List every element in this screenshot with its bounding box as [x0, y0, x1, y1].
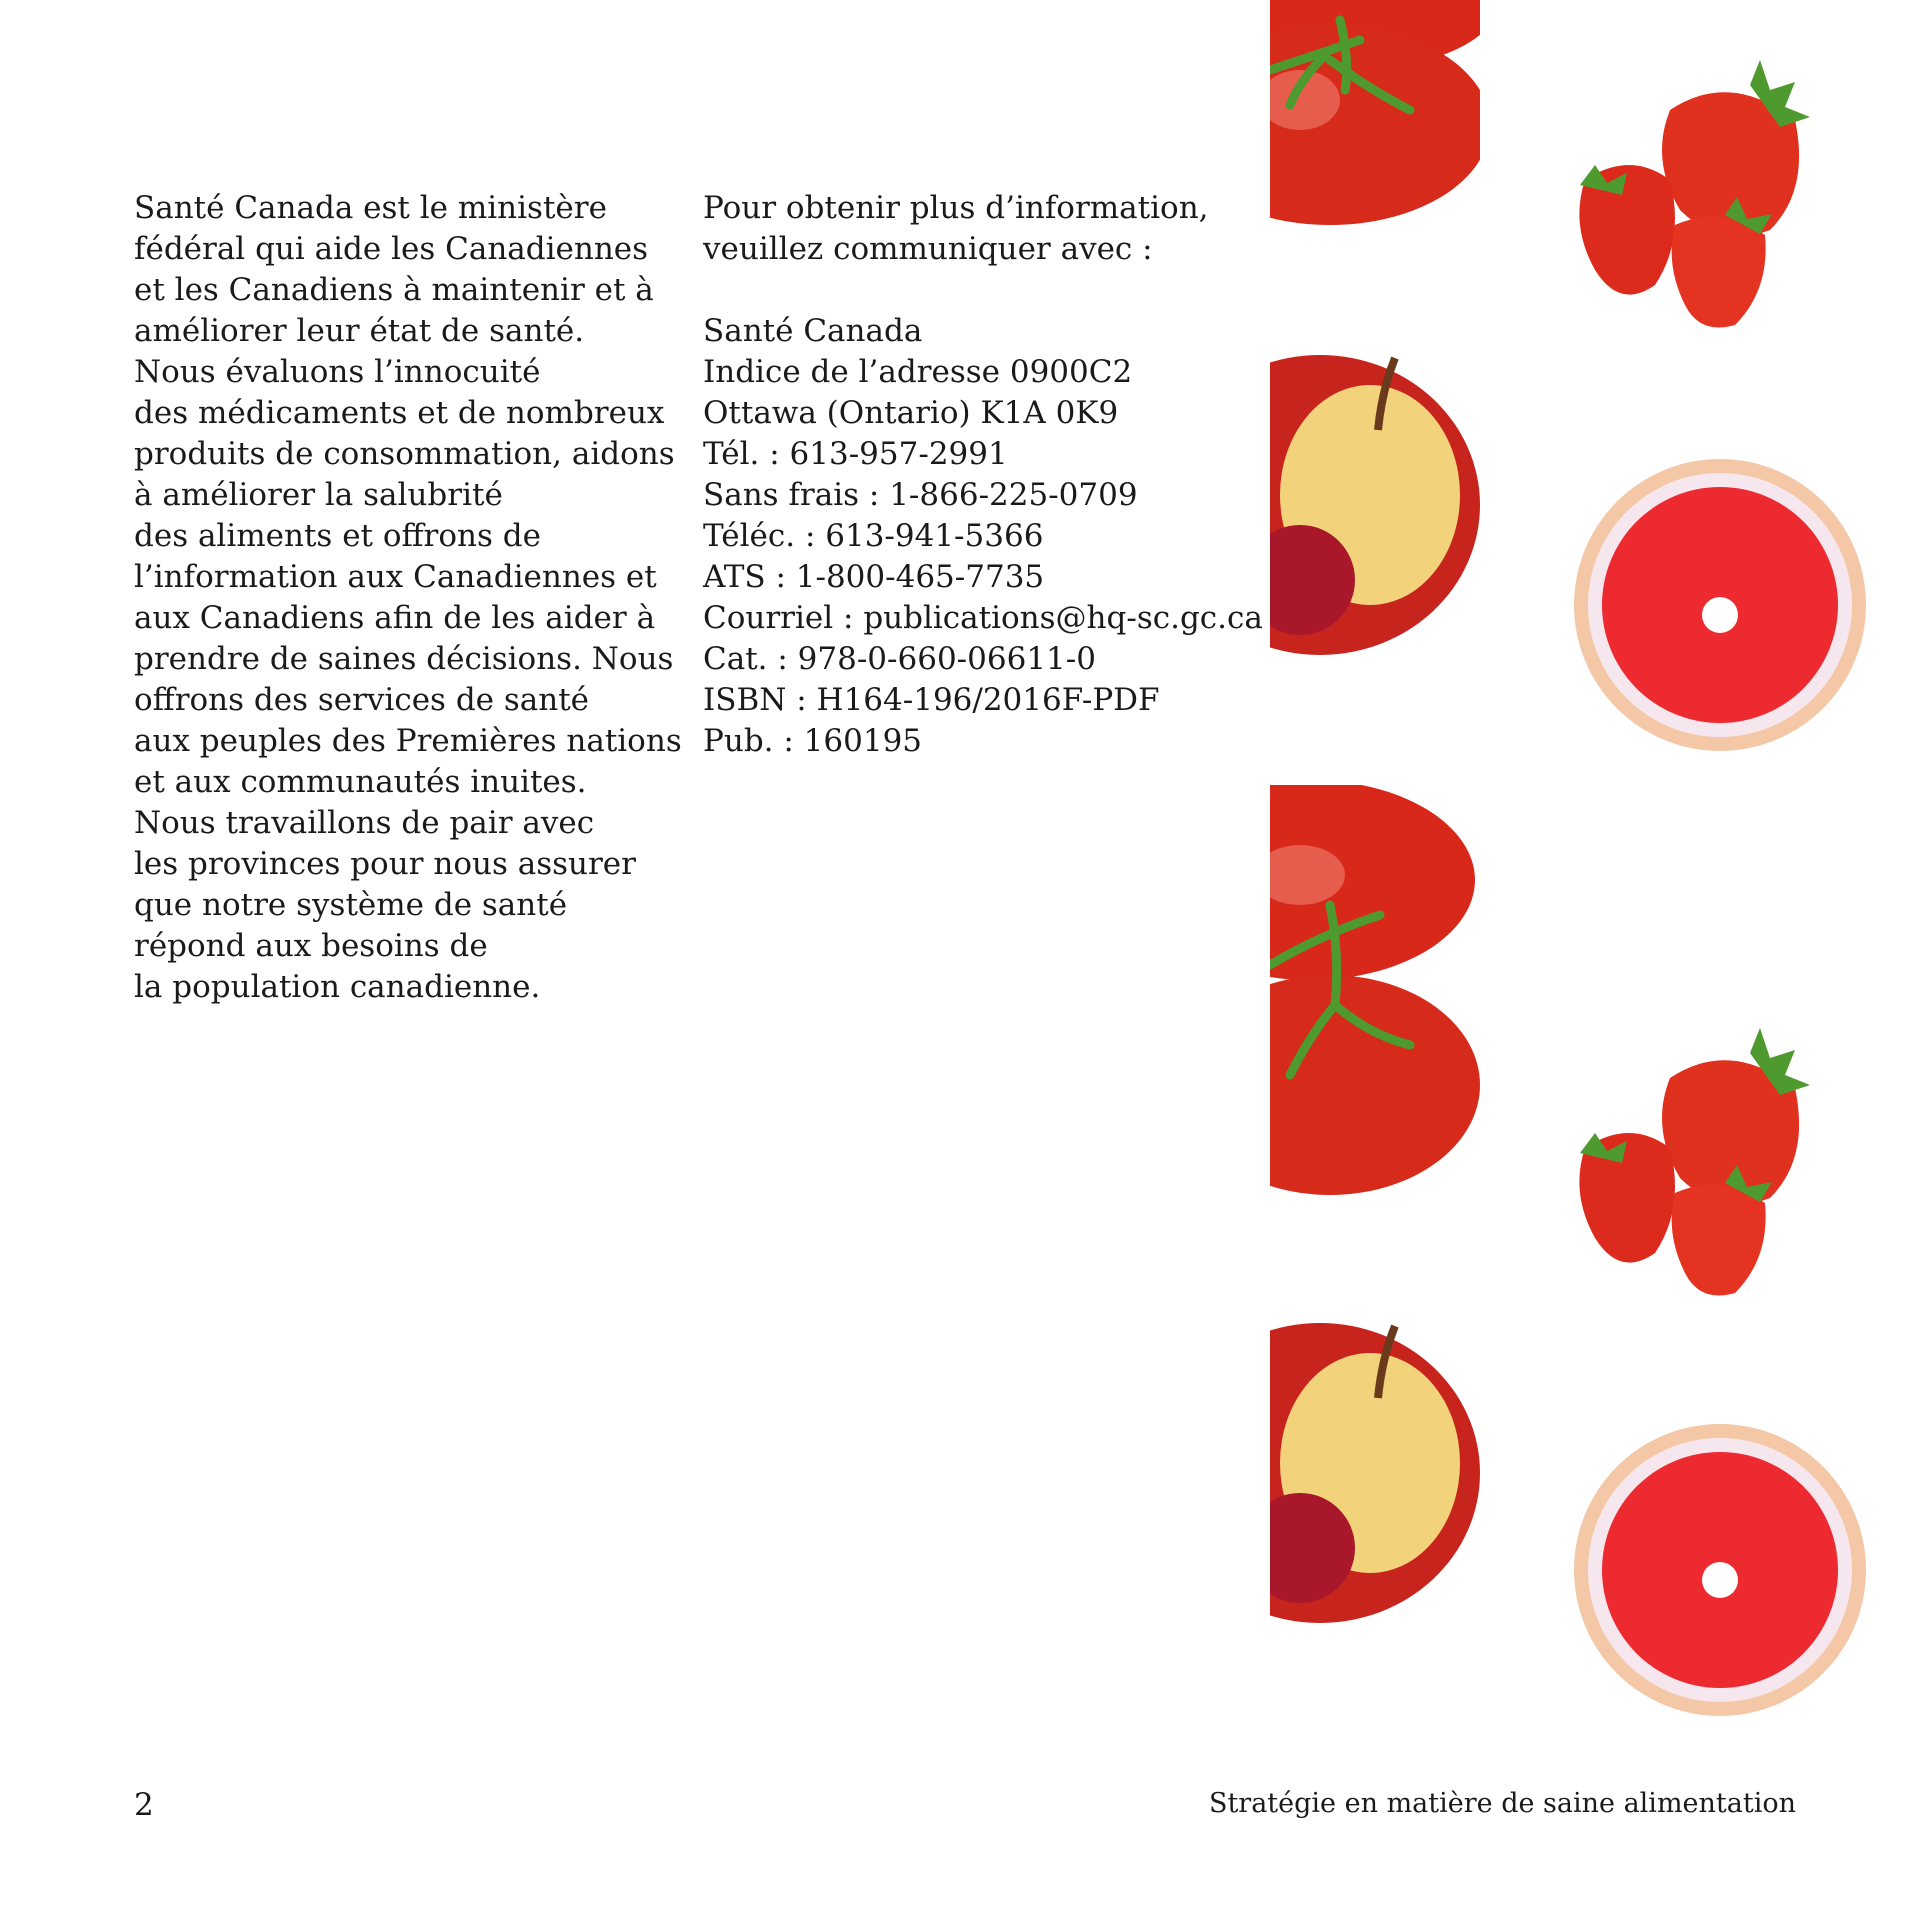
tomato-illustration: [1270, 785, 1480, 1195]
paragraph-line: produits de consommation, aidons: [134, 436, 675, 472]
footer-title: Stratégie en matière de saine alimentation: [1208, 1788, 1796, 1819]
grapefruit-illustration: [1570, 455, 1870, 755]
contact-fax: Téléc. : 613-941-5366: [703, 518, 1044, 554]
paragraph-line: des aliments et offrons de: [134, 518, 541, 554]
paragraph-line: améliorer leur état de santé.: [134, 313, 585, 349]
paragraph-line: les provinces pour nous assurer: [134, 846, 636, 882]
paragraph-line: répond aux besoins de: [134, 928, 488, 964]
paragraph-line: offrons des services de santé: [134, 682, 590, 718]
paragraph-line: fédéral qui aide les Canadiennes: [134, 231, 649, 267]
tomato-illustration: [1270, 0, 1480, 230]
contact-column: [703, 188, 1263, 762]
contact-intro-line: veuillez communiquer avec :: [703, 231, 1153, 267]
paragraph-line: la population canadienne.: [134, 969, 541, 1005]
contact-address-locator: Indice de l’adresse 0900C2: [703, 354, 1133, 390]
contact-city: Ottawa (Ontario) K1A 0K9: [703, 395, 1119, 431]
paragraph-line: l’information aux Canadiennes et: [134, 559, 657, 595]
paragraph-line: des médicaments et de nombreux: [134, 395, 665, 431]
spacer: [703, 270, 1263, 311]
paragraph-line: aux peuples des Premières nations: [134, 723, 682, 759]
contact-organization: Santé Canada: [703, 313, 923, 349]
paragraph-line: et les Canadiens à maintenir et à: [134, 272, 654, 308]
contact-toll-free: Sans frais : 1-866-225-0709: [703, 477, 1138, 513]
paragraph-line: prendre de saines décisions. Nous: [134, 641, 674, 677]
contact-intro-line: Pour obtenir plus d’information,: [703, 190, 1209, 226]
contact-email: Courriel : publications@hq-sc.gc.ca: [703, 600, 1263, 636]
paragraph-line: Santé Canada est le ministère: [134, 190, 607, 226]
contact-pub: Pub. : 160195: [703, 723, 923, 759]
contact-isbn: ISBN : H164-196/2016F-PDF: [703, 682, 1160, 718]
paragraph-line: à améliorer la salubrité: [134, 477, 503, 513]
contact-tty: ATS : 1-800-465-7735: [703, 559, 1045, 595]
fruit-illustrations: [1270, 0, 1920, 1720]
contact-cat: Cat. : 978-0-660-06611-0: [703, 641, 1096, 677]
contact-phone: Tél. : 613-957-2991: [703, 436, 1008, 472]
strawberries-illustration: [1560, 1008, 1860, 1308]
strawberries-illustration: [1560, 40, 1860, 340]
left-column: [134, 188, 682, 1008]
apple-illustration: [1270, 1318, 1480, 1628]
paragraph-line: que notre système de santé: [134, 887, 568, 923]
paragraph-line: Nous travaillons de pair avec: [134, 805, 595, 841]
paragraph-line: Nous évaluons l’innocuité: [134, 354, 541, 390]
paragraph-line: aux Canadiens afin de les aider à: [134, 600, 656, 636]
paragraph-line: et aux communautés inuites.: [134, 764, 587, 800]
apple-illustration: [1270, 350, 1480, 660]
page-number: 2: [134, 1787, 154, 1823]
grapefruit-illustration: [1570, 1420, 1870, 1720]
